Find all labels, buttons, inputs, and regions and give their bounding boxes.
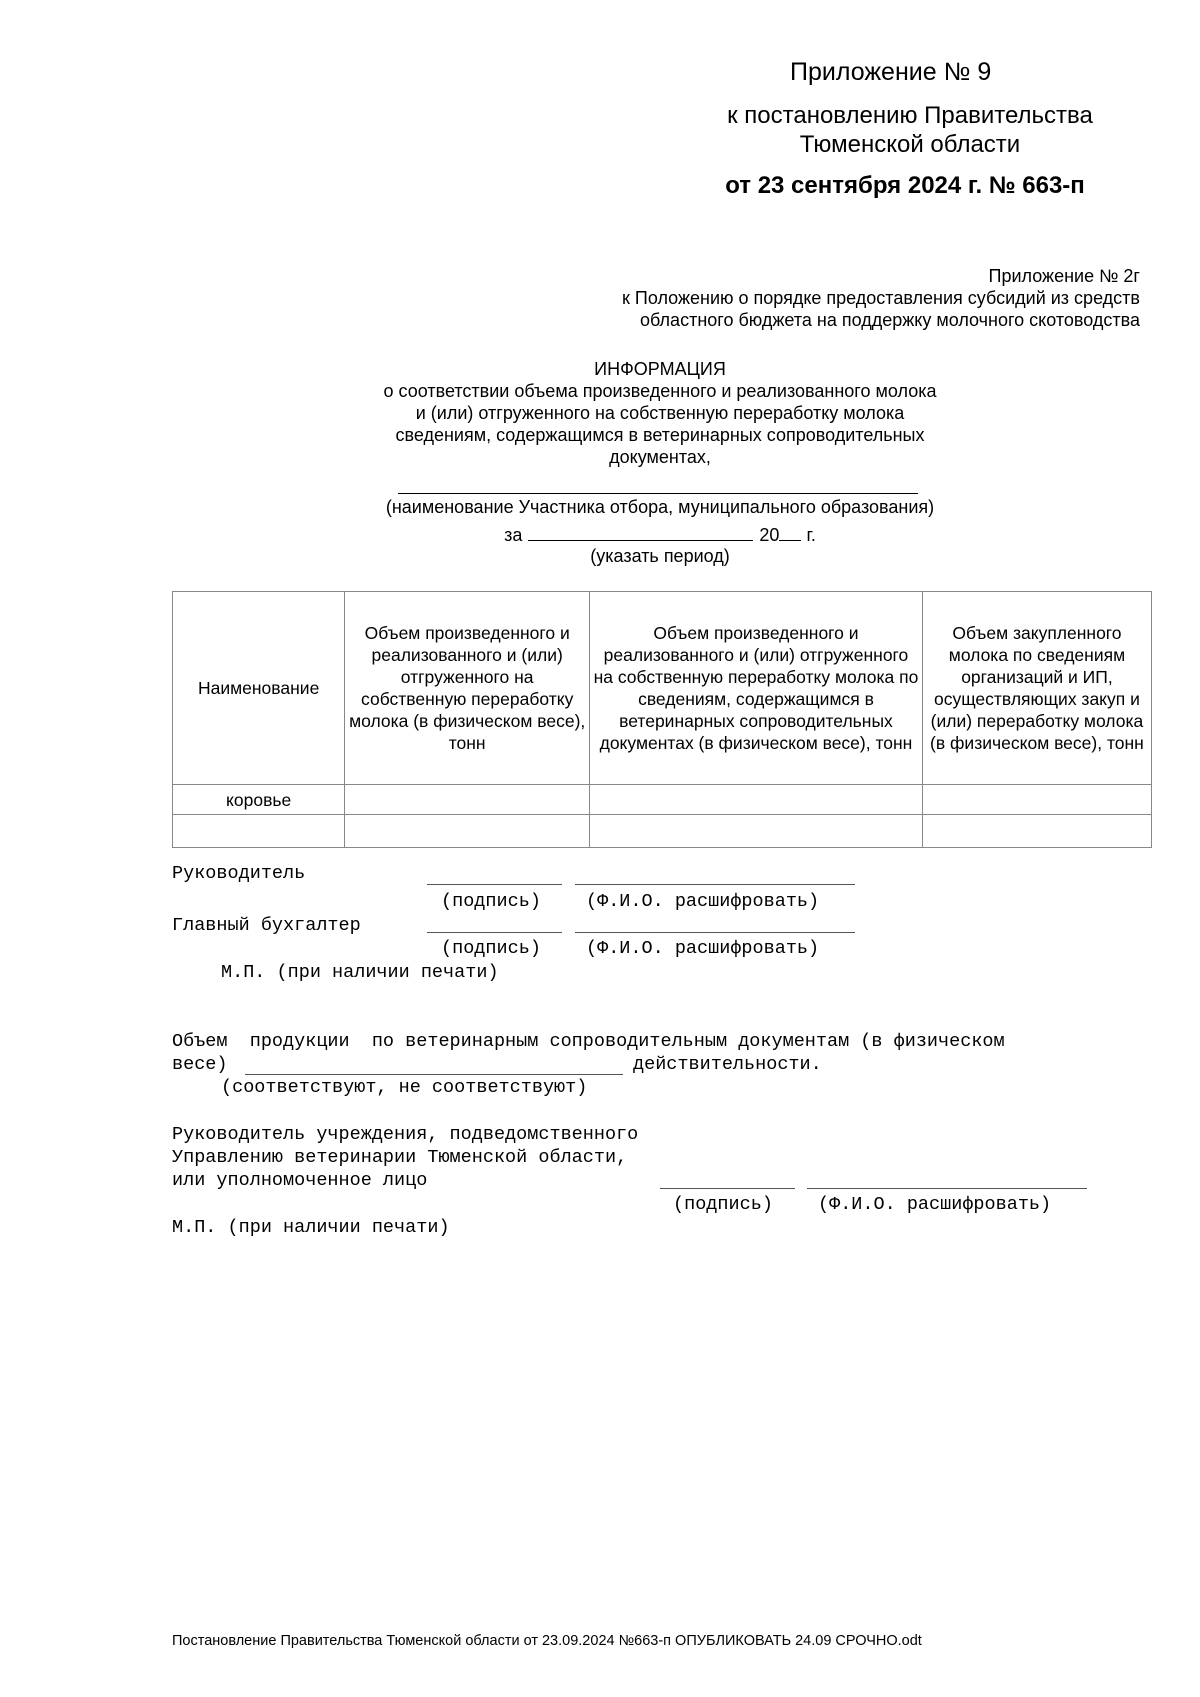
vet-compliance-caption: (соответствуют, не соответствуют): [221, 1077, 588, 1098]
sub-appendix-number: Приложение № 2г: [988, 266, 1140, 286]
head-signature-line: [427, 884, 562, 885]
accountant-signature-line: [427, 932, 562, 933]
head-fio-line: [575, 884, 855, 885]
vet-official-line-2: Управлению ветеринарии Тюменской области,: [172, 1147, 628, 1168]
table-cell: [173, 815, 345, 848]
vet-fio-caption: (Ф.И.О. расшифровать): [818, 1194, 1052, 1215]
info-heading-block: [330, 358, 990, 468]
vet-fio-line: [807, 1188, 1087, 1189]
accountant-fio-line: [575, 932, 855, 933]
appendix-number: Приложение № 9: [790, 58, 992, 86]
vet-compliance-blank: [245, 1074, 623, 1075]
period-year-prefix: 20: [759, 525, 780, 545]
table-cell: коровье: [173, 785, 345, 815]
table-header-row: [173, 592, 1152, 785]
chief-accountant-label: Главный бухгалтер: [172, 915, 361, 936]
header-purchased-volume: Объем закупленного молока по сведениям организаций и ИП, осуществляющих закуп и (или) переработку молока (в физическом весе), тонн: [922, 592, 1151, 785]
stamp-note: М.П. (при наличии печати): [221, 962, 499, 983]
vet-statement-line-1: Объем продукции по ветеринарным сопроводительным документам (в физическом: [172, 1031, 1005, 1052]
table-cell: [922, 815, 1151, 848]
head-signature-caption: (подпись): [441, 891, 541, 912]
period-year-blank: [779, 522, 801, 541]
resolution-line-1: к постановлению Правительства: [727, 102, 1093, 129]
table-row: [173, 815, 1152, 848]
vet-stamp-note: М.П. (при наличии печати): [172, 1217, 450, 1238]
table-cell: [345, 815, 590, 848]
resolution-reference: [690, 101, 1130, 159]
info-line-3: сведениям, содержащимся в ветеринарных сопроводительных: [395, 425, 925, 445]
vet-statement-suffix: действительности.: [633, 1054, 822, 1075]
info-line-2: и (или) отгруженного на собственную переработку молока: [415, 403, 905, 423]
info-line-1: о соответствии объема произведенного и реализованного молока: [383, 381, 937, 401]
period-caption: (указать период): [590, 546, 730, 566]
head-fio-caption: (Ф.И.О. расшифровать): [586, 891, 820, 912]
document-footer: Постановление Правительства Тюменской области от 23.09.2024 №663-п ОПУБЛИКОВАТЬ 24.09 СРОЧНО.odt: [172, 1633, 922, 1649]
sub-appendix-line-3: областного бюджета на поддержку молочного скотоводства: [640, 310, 1140, 330]
participant-name-caption: (наименование Участника отбора, муниципального образования): [385, 497, 935, 517]
vet-official-line-3: или уполномоченное лицо: [172, 1170, 428, 1191]
table-cell: [922, 785, 1151, 815]
head-label: Руководитель: [172, 863, 306, 884]
table-cell: [590, 785, 923, 815]
milk-volume-table: [172, 591, 1152, 848]
vet-signature-line: [660, 1188, 795, 1189]
vet-statement-prefix: весе): [172, 1054, 228, 1075]
sub-appendix-block: [560, 265, 1140, 331]
accountant-signature-caption: (подпись): [441, 938, 541, 959]
resolution-line-2: Тюменской области: [799, 131, 1021, 158]
period-prefix: за: [504, 525, 523, 545]
table-cell: [345, 785, 590, 815]
period-year-suffix: г.: [806, 525, 816, 545]
period-blank-line: [528, 522, 753, 541]
table-row: [173, 785, 1152, 815]
vet-official-line-1: Руководитель учреждения, подведомственного: [172, 1124, 639, 1145]
accountant-fio-caption: (Ф.И.О. расшифровать): [586, 938, 820, 959]
sub-appendix-line-2: к Положению о порядке предоставления субсидий из средств: [622, 288, 1140, 308]
participant-name-line: [398, 493, 918, 494]
header-produced-volume: Объем произведенного и реализованного и (или) отгруженного на собственную переработку молока (в физическом весе), тонн: [345, 592, 590, 785]
table-cell: [590, 815, 923, 848]
resolution-date-number: от 23 сентября 2024 г. № 663-п: [725, 172, 1085, 199]
header-vet-docs-volume: Объем произведенного и реализованного и (или) отгруженного на собственную переработку молока по сведениям, содержащимся в ветеринарных сопроводительных документах (в физическом весе), тонн: [590, 592, 923, 785]
vet-signature-caption: (подпись): [673, 1194, 773, 1215]
header-name: Наименование: [173, 592, 345, 785]
info-line-4: документах,: [609, 447, 711, 467]
period-row: [330, 522, 990, 546]
info-title: ИНФОРМАЦИЯ: [594, 359, 726, 379]
